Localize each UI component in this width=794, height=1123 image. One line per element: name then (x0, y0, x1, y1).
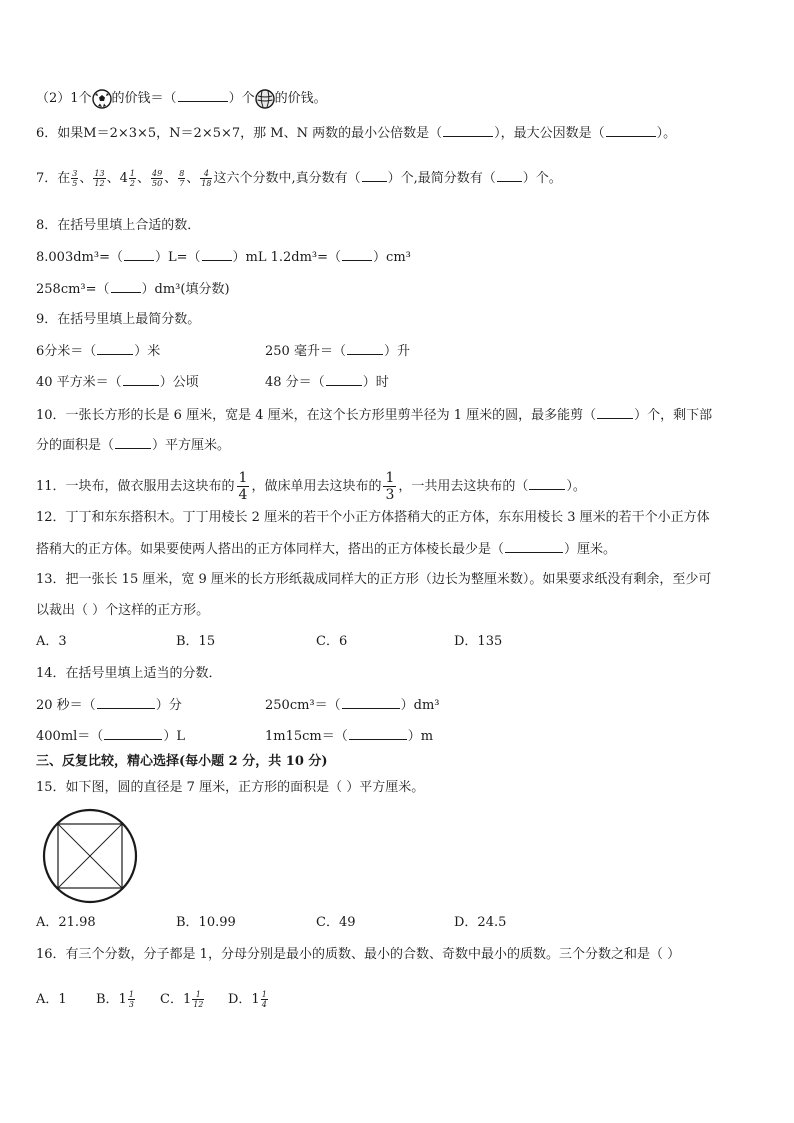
q14-item-d (265, 726, 433, 747)
q8-line-1 (36, 247, 411, 268)
q10-line-1 (36, 405, 712, 426)
q15-text: 15．如下图，圆的直径是 7 厘米，正方形的面积是（ ）平方厘米。 (36, 780, 425, 795)
q9-b1: 250 毫升＝（ (265, 344, 346, 359)
q2-close: ）个 (228, 91, 255, 106)
q7-sep: 、 (136, 171, 150, 186)
q11-a: 11．一块布，做衣服用去这块布的 (36, 479, 235, 494)
q15-option-d[interactable]: D．24.5 (454, 915, 507, 930)
q10-l1-b: ）个，剩下部 (634, 408, 713, 423)
q14-blank-b[interactable] (342, 695, 400, 709)
q14-b1: 250cm³＝（ (265, 698, 341, 713)
q16-option-b-frac: $\frac{1}{3}$ (128, 990, 134, 1009)
q9-d2: ）时 (362, 375, 389, 390)
q8-l1-c: ）mL 1.2dm³=（ (232, 250, 342, 265)
q6-text-b: ），最大公因数是（ (494, 126, 605, 141)
q15-options (36, 913, 506, 933)
q12-line-1: 12．丁丁和东东搭积木。丁丁用棱长 2 厘米的若干个小正方体搭稍大的正方体，东东用棱长 3 厘米的若干个小正方体 (36, 510, 710, 525)
q13-option-c[interactable]: C．6 (316, 634, 348, 649)
q7-sep: 、 (106, 171, 120, 186)
q11-c: ，一共用去这块布的（ (398, 479, 529, 494)
q10-l1-a: 10．一张长方形的长是 6 厘米，宽是 4 厘米，在这个长方形里剪半径为 1 厘米的圆，最多能剪（ (36, 408, 597, 423)
q6-blank-gcd[interactable] (606, 123, 656, 137)
q7-line (36, 168, 562, 189)
q8-l2-b: ）dm³(填分数) (141, 282, 230, 297)
q6-text-c: ）。 (656, 126, 677, 141)
q7-frac-1: $\frac{3}{5}$ (72, 169, 78, 188)
q14-a2: ）分 (155, 698, 182, 713)
q14-item-a (36, 695, 182, 716)
q16-option-c[interactable] (160, 990, 228, 1010)
q14-blank-d[interactable] (349, 726, 407, 740)
q8-line-2 (36, 279, 230, 300)
q14-c2: ）L (163, 729, 185, 744)
q2-blank[interactable] (178, 88, 228, 102)
q8-l1-a: 8.003dm³=（ (36, 250, 123, 265)
soccer-ball-icon (92, 89, 112, 109)
q13-option-a[interactable]: A．3 (36, 634, 67, 649)
q11-frac-2: $\frac{1}{3}$ (385, 470, 395, 503)
q14-d2: ）m (407, 729, 434, 744)
q14-blank-c[interactable] (104, 726, 162, 740)
q12-blank[interactable] (505, 539, 563, 553)
q9-c1: 40 平方米＝（ (36, 375, 122, 390)
q10-blank-count[interactable] (597, 405, 633, 419)
q7-frac-5: $\frac{8}{7}$ (179, 169, 185, 188)
q14-item-b (265, 695, 440, 716)
q7-frac-2: $\frac{13}{12}$ (94, 169, 105, 188)
q15-option-a[interactable]: A．21.98 (36, 915, 96, 930)
q12-l2-b: ）厘米。 (564, 542, 617, 557)
q14-b2: ）dm³ (400, 698, 440, 713)
q16-option-d-label: D．1 (228, 992, 260, 1007)
q7-frac-4: $\frac{49}{50}$ (151, 169, 163, 188)
q10-blank-area[interactable] (115, 435, 151, 449)
q9-blank-a[interactable] (97, 341, 133, 355)
q8-l1-b: ）L=（ (154, 250, 201, 265)
q8-title: 8．在括号里填上合适的数． (36, 218, 201, 233)
q6-blank-lcm[interactable] (443, 123, 493, 137)
q7-blank-simplest[interactable] (497, 168, 522, 182)
q9-a1: 6分米＝（ (36, 344, 97, 359)
q13-option-b[interactable]: B．15 (176, 634, 216, 649)
q16-option-d[interactable] (228, 990, 269, 1010)
q8-blank-l[interactable] (124, 247, 154, 261)
q9-item-c (36, 372, 199, 393)
q2-prefix: （2）1个 (36, 91, 92, 106)
q14-a1: 20 秒＝（ (36, 698, 96, 713)
q16-text: 16．有三个分数，分子都是 1，分母分别是最小的质数、最小的合数、奇数中最小的质数。三个分数之和是（ ） (36, 947, 681, 962)
q12-line-2 (36, 539, 616, 560)
q9-c2: ）公顷 (159, 375, 199, 390)
q16-option-d-frac: $\frac{1}{4}$ (261, 990, 267, 1009)
q9-blank-d[interactable] (326, 372, 362, 386)
q13-option-d[interactable]: D．135 (454, 634, 503, 649)
q13-line-1: 13．把一张长 15 厘米，宽 9 厘米的长方形纸裁成同样大的正方形（边长为整厘米数）。如果要求纸没有剩余，至少可 (36, 572, 712, 587)
q7-text-a: 这六个分数中,真分数有（ (213, 171, 361, 186)
q2-suffix: 的价钱。 (274, 91, 327, 106)
q14-title: 14．在括号里填上适当的分数． (36, 666, 222, 681)
q8-l1-d: ）cm³ (373, 250, 411, 265)
q7-sep: 、 (186, 171, 200, 186)
q16-option-a[interactable]: A．1 (36, 992, 67, 1007)
q7-blank-proper[interactable] (362, 168, 387, 182)
volleyball-icon (255, 89, 275, 109)
q16-option-b-label: B．1 (96, 992, 127, 1007)
q9-blank-c[interactable] (123, 372, 159, 386)
q14-blank-a[interactable] (97, 695, 155, 709)
q11-frac-1: $\frac{1}{4}$ (238, 470, 248, 503)
q16-option-c-frac: $\frac{1}{12}$ (193, 990, 204, 1009)
q8-blank-cm3[interactable] (342, 247, 372, 261)
q14-c1: 400ml＝（ (36, 729, 104, 744)
q11-line (36, 470, 586, 503)
q9-item-b (265, 341, 410, 362)
q12-l2-a: 搭稍大的正方体。如果要使两人搭出的正方体同样大，搭出的正方体棱长最少是（ (36, 542, 505, 557)
q7-sep: 、 (79, 171, 93, 186)
q9-d1: 48 分＝（ (265, 375, 325, 390)
q7-frac-3: $\frac{1}{2}$ (129, 169, 135, 188)
q7-sep: 、 (164, 171, 178, 186)
q7-text-b: ）个,最简分数有（ (387, 171, 496, 186)
q11-blank[interactable] (529, 476, 565, 490)
q7-whole: 4 (119, 171, 128, 186)
q8-blank-dm3[interactable] (111, 279, 141, 293)
q14-d1: 1m15cm＝（ (265, 729, 348, 744)
q2-line (36, 88, 327, 109)
q11-b: ，做床单用去这块布的 (251, 479, 382, 494)
q10-line-2 (36, 435, 230, 456)
q16-option-b[interactable] (96, 990, 160, 1010)
q9-title: 9．在括号里填上最简分数。 (36, 312, 201, 327)
q6-text-a: 6．如果M＝2×3×5，N＝2×5×7，那 M、N 两数的最小公倍数是（ (36, 126, 443, 141)
q2-mid: 的价钱＝（ (111, 91, 177, 106)
q14-item-c (36, 726, 185, 747)
section-3-heading: 三、反复比较，精心选择(每小题 2 分，共 10 分) (36, 754, 328, 769)
q10-l2-b: ）平方厘米。 (152, 438, 231, 453)
q9-blank-b[interactable] (347, 341, 383, 355)
q9-b2: ）升 (383, 344, 410, 359)
circle-square-figure (40, 808, 140, 908)
q7-text-c: ）个。 (522, 171, 562, 186)
q9-item-a (36, 341, 160, 362)
q16-options (36, 990, 269, 1010)
q9-a2: ）米 (134, 344, 161, 359)
q15-option-c[interactable]: C．49 (316, 915, 356, 930)
q13-options (36, 632, 502, 652)
q8-l2-a: 258cm³=（ (36, 282, 110, 297)
q10-l2-a: 分的面积是（ (36, 438, 115, 453)
q8-blank-ml[interactable] (202, 247, 232, 261)
q13-line-2: 以裁出（ ）个这样的正方形。 (36, 603, 210, 618)
q7-prefix: 7．在 (36, 171, 71, 186)
q6-line (36, 123, 676, 144)
q16-option-c-label: C．1 (160, 992, 192, 1007)
q11-d: ）。 (566, 479, 586, 494)
q9-item-d (265, 372, 389, 393)
q15-option-b[interactable]: B．10.99 (176, 915, 236, 930)
q7-frac-6: $\frac{4}{18}$ (201, 169, 212, 188)
